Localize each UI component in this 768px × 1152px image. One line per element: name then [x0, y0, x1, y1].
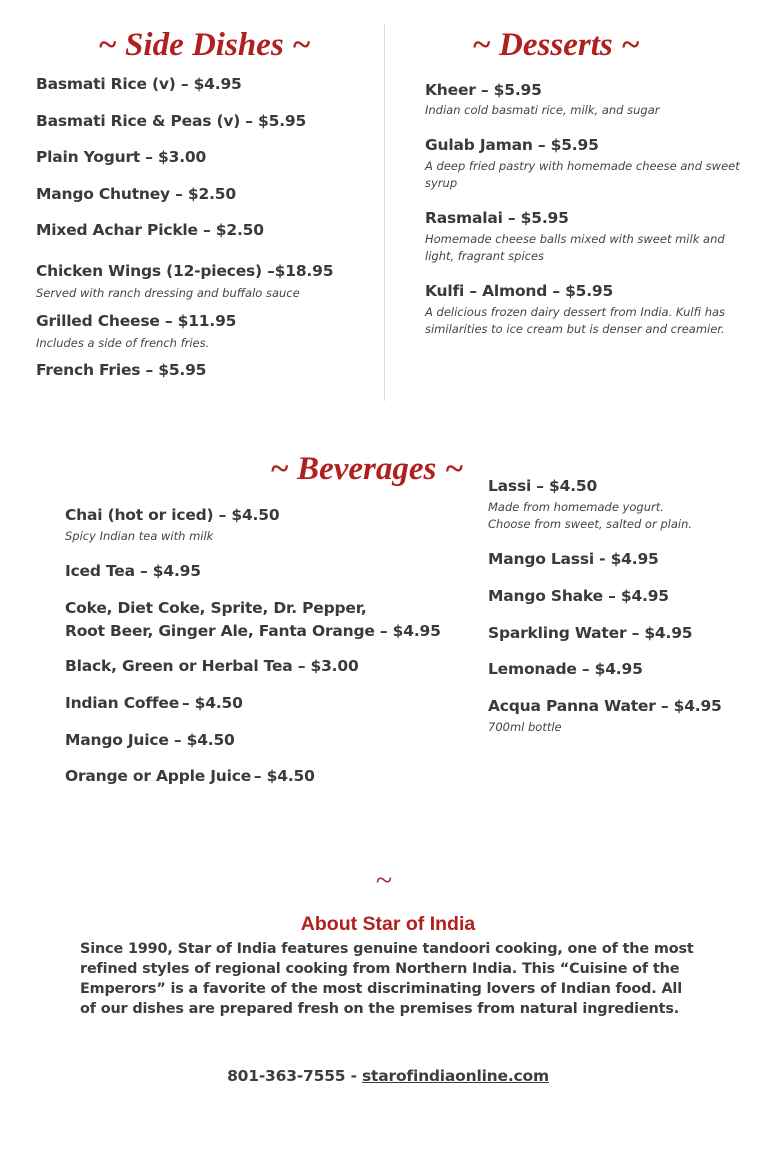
side-dish-item: Mixed Achar Pickle – $2.50 [36, 221, 264, 239]
beverage-item: Black, Green or Herbal Tea – $3.00 [65, 657, 359, 675]
dessert-item: Kheer – $5.95 [425, 81, 542, 99]
dessert-item: Gulab Jaman – $5.95 [425, 136, 599, 154]
beverage-item [65, 597, 441, 643]
phone-number: 801-363-7555 [227, 1067, 346, 1085]
dessert-item: Kulfi – Almond – $5.95 [425, 282, 614, 300]
beverage-item: Mango Lassi - $4.95 [488, 550, 659, 568]
side-dish-item: Chicken Wings (12-pieces) –$18.95 [36, 262, 334, 280]
dessert-description: Homemade cheese balls mixed with sweet milk and light, fragrant spices [425, 232, 725, 263]
website-link[interactable]: starofindiaonline.com [362, 1067, 549, 1085]
about-title: About Star of India [300, 913, 476, 935]
dessert-description: A deep fried pastry with homemade cheese and sweet syrup [425, 159, 740, 190]
beverages-heading: ~ Beverages ~ [270, 451, 464, 487]
beverage-item: Acqua Panna Water – $4.95 [488, 697, 722, 715]
side-dish-item: Grilled Cheese – $11.95 [36, 312, 237, 330]
beverage-item: Mango Juice – $4.50 [65, 731, 235, 749]
beverage-item: Indian Coffee – $4.50 [65, 694, 243, 712]
contact-separator: - [345, 1067, 363, 1085]
beverage-description: 700ml bottle [488, 720, 562, 734]
side-dish-item: French Fries – $5.95 [36, 361, 207, 379]
side-dish-description: Served with ranch dressing and buffalo sauce [36, 286, 300, 300]
beverage-description [488, 499, 692, 533]
dessert-item: Rasmalai – $5.95 [425, 209, 569, 227]
beverage-description-line: Choose from sweet, salted or plain. [488, 517, 693, 531]
side-dish-description: Includes a side of french fries. [36, 336, 210, 350]
about-text: Since 1990, Star of India features genuine tandoori cooking, one of the most refined styles of regional cooking from Northern India. This “Cuisine of the Emperors” is a favorite of the most discriminating lovers of Indian food. All of our dishes are prepared fresh on the premises from natural ingredients. [80, 941, 694, 1017]
beverage-item: Orange or Apple Juice – $4.50 [65, 767, 315, 785]
beverage-item: Sparkling Water – $4.95 [488, 624, 693, 642]
side-dish-item: Plain Yogurt – $3.00 [36, 148, 207, 166]
contact-line [0, 1067, 768, 1085]
beverage-item-line: Coke, Diet Coke, Sprite, Dr. Pepper, [65, 599, 367, 617]
section-ornament: ~ [375, 864, 393, 897]
side-dishes-heading: ~ Side Dishes ~ [98, 27, 311, 63]
beverage-item: Lassi – $4.50 [488, 477, 598, 495]
beverage-item: Mango Shake – $4.95 [488, 587, 669, 605]
dessert-description: Indian cold basmati rice, milk, and sugar [425, 103, 660, 117]
beverage-item: Iced Tea – $4.95 [65, 562, 201, 580]
desserts-heading: ~ Desserts ~ [472, 27, 640, 63]
beverage-item-line: Root Beer, Ginger Ale, Fanta Orange – $4.95 [65, 622, 441, 640]
beverage-item: Lemonade – $4.95 [488, 660, 643, 678]
column-divider [384, 24, 385, 401]
dessert-description: A delicious frozen dairy dessert from India. Kulfi has similarities to ice cream but is denser and creamier. [425, 305, 726, 336]
side-dish-item: Basmati Rice & Peas (v) – $5.95 [36, 112, 307, 130]
side-dish-item: Basmati Rice (v) – $4.95 [36, 75, 242, 93]
beverage-description: Spicy Indian tea with milk [65, 529, 214, 543]
beverage-item: Chai (hot or iced) – $4.50 [65, 506, 280, 524]
beverage-description-line: Made from homemade yogurt. [488, 500, 664, 514]
side-dish-item: Mango Chutney – $2.50 [36, 185, 236, 203]
